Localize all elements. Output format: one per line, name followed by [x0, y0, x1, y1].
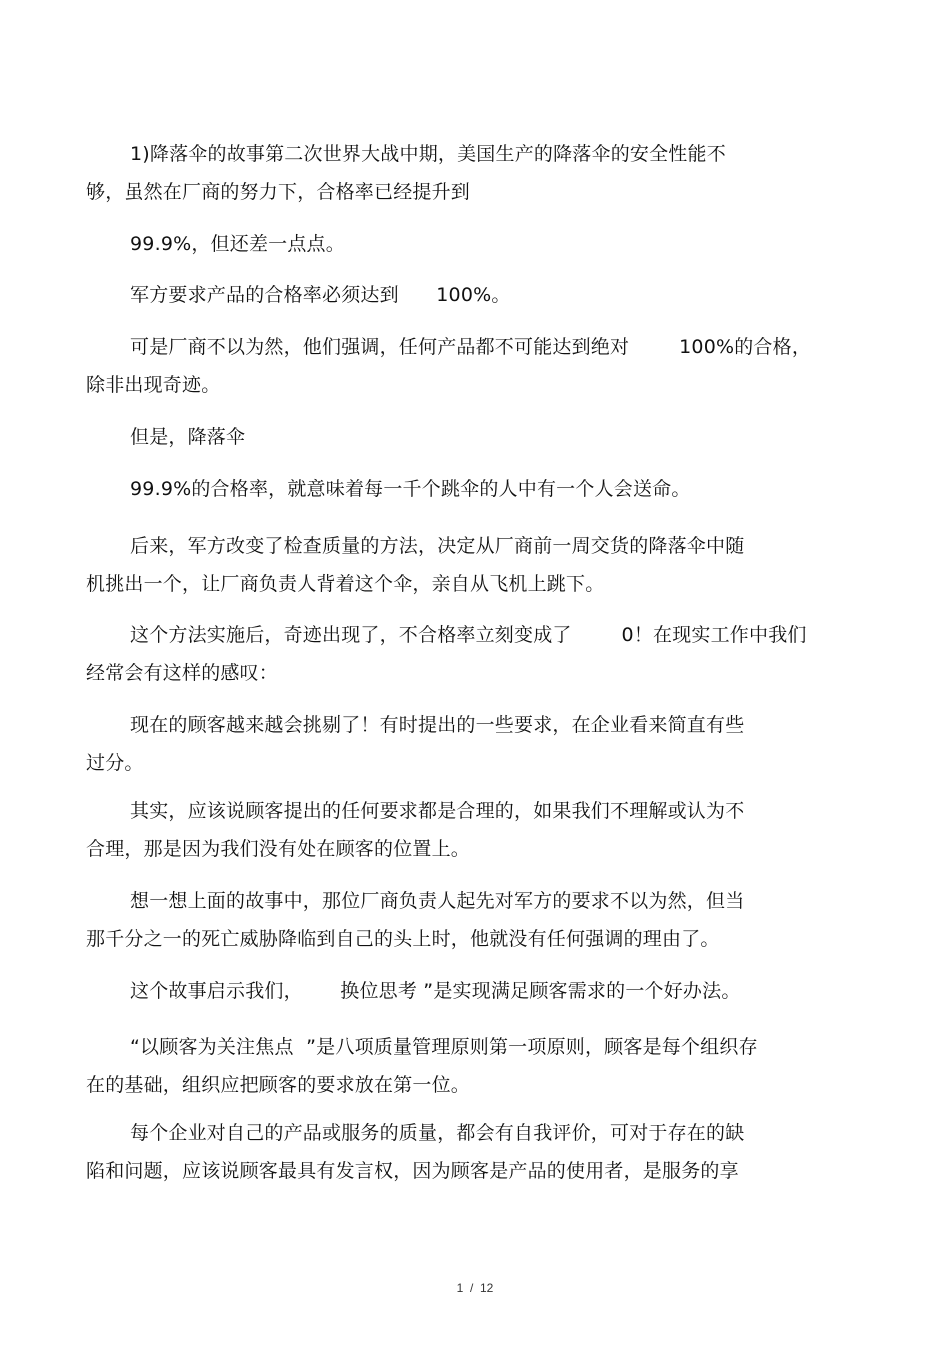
paragraph-line: 除非出现奇迹。 [86, 374, 221, 396]
paragraph-line: 想一想上面的故事中，那位厂商负责人起先对军方的要求不以为然，但当 [130, 890, 745, 912]
paragraph-line: “以顾客为关注焦点 ”是八项质量管理原则第一项原则，顾客是每个组织存 [130, 1036, 758, 1058]
paragraph-line: 在的基础，组织应把顾客的要求放在第一位。 [86, 1074, 471, 1096]
paragraph-line: 后来，军方改变了检查质量的方法，决定从厂商前一周交货的降落伞中随 [130, 535, 745, 557]
paragraph-line: 可是厂商不以为然，他们强调，任何产品都不可能达到绝对 100%的合格， [130, 336, 812, 358]
paragraph-13 [0, 1028, 950, 1104]
paragraph-line: 过分。 [86, 752, 144, 774]
paragraph-line: 机挑出一个，让厂商负责人背着这个伞，亲自从飞机上跳下。 [86, 573, 605, 595]
paragraph-line: 其实，应该说顾客提出的任何要求都是合理的，如果我们不理解或认为不 [130, 800, 745, 822]
paragraph-14 [0, 1114, 950, 1190]
page-number: 1 / 12 [456, 1281, 494, 1295]
paragraph-line: 那千分之一的死亡威胁降临到自己的头上时，他就没有任何强调的理由了。 [86, 928, 720, 950]
paragraph-7 [0, 527, 950, 603]
paragraph-5 [0, 418, 950, 456]
paragraph-11 [0, 882, 950, 958]
paragraph-10 [0, 792, 950, 868]
paragraph-1 [0, 135, 950, 211]
paragraph-6 [0, 470, 950, 508]
paragraph-line: 合理，那是因为我们没有处在顾客的位置上。 [86, 838, 471, 860]
paragraph-2 [0, 225, 950, 263]
paragraph-line: 现在的顾客越来越会挑剔了！有时提出的一些要求，在企业看来简直有些 [130, 714, 745, 736]
paragraph-3 [0, 276, 950, 314]
paragraph-line: 99.9%，但还差一点点。 [130, 233, 345, 255]
paragraph-8 [0, 616, 950, 692]
paragraph-9 [0, 706, 950, 782]
paragraph-line: 经常会有这样的感叹： [86, 662, 279, 684]
paragraph-line: 但是，降落伞 [130, 426, 246, 448]
paragraph-line: 够，虽然在厂商的努力下，合格率已经提升到 [86, 181, 471, 203]
paragraph-line: 1)降落伞的故事第二次世界大战中期，美国生产的降落伞的安全性能不 [130, 143, 726, 165]
paragraph-line: 这个故事启示我们， 换位思考 ”是实现满足顾客需求的一个好办法。 [130, 980, 741, 1002]
paragraph-line: 每个企业对自己的产品或服务的质量，都会有自我评价，可对于存在的缺 [130, 1122, 745, 1144]
paragraph-line: 军方要求产品的合格率必须达到 100%。 [130, 284, 511, 306]
paragraph-12 [0, 972, 950, 1010]
paragraph-line: 99.9%的合格率，就意味着每一千个跳伞的人中有一个人会送命。 [130, 478, 691, 500]
paragraph-line: 陷和问题，应该说顾客最具有发言权，因为顾客是产品的使用者，是服务的享 [86, 1160, 739, 1182]
paragraph-line: 这个方法实施后，奇迹出现了，不合格率立刻变成了 0！在现实工作中我们 [130, 624, 807, 646]
paragraph-4 [0, 328, 950, 404]
